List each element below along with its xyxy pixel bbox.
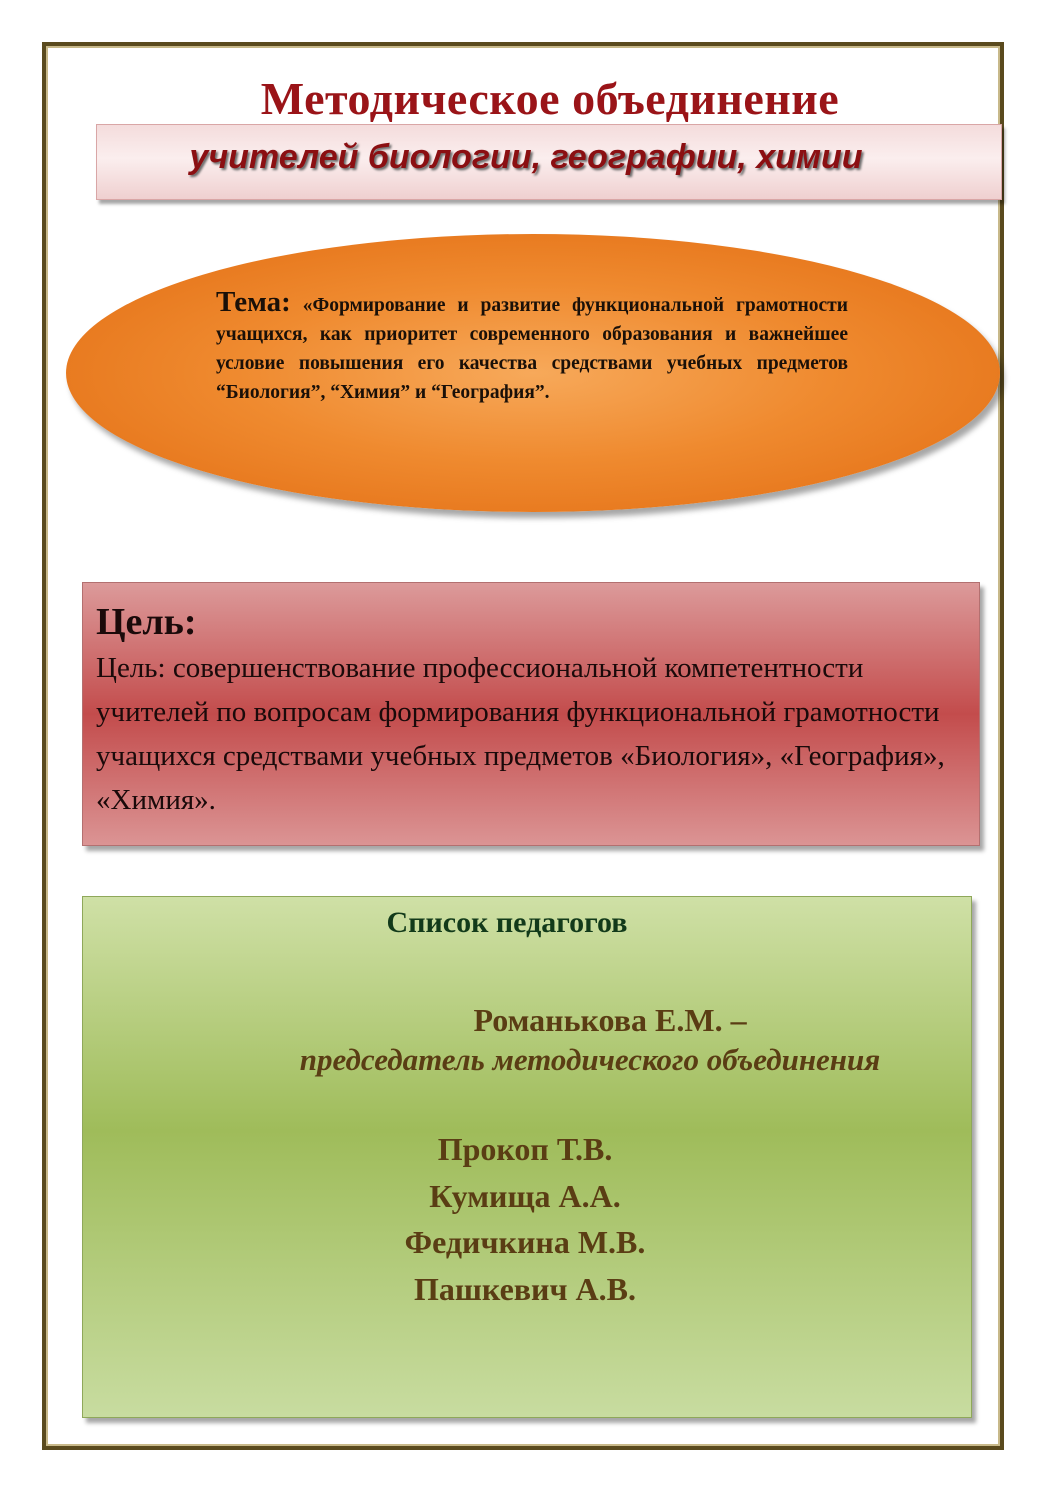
chair-name: Романькова Е.М. – <box>473 1002 747 1038</box>
staff-member: Пашкевич А.В. <box>414 1270 636 1307</box>
chair-role: председатель методического объединения <box>299 1042 881 1077</box>
goal-text: Цель: совершенствование профессиональной компетентности учителей по вопросам формирования функциональной грамотности учащихся средствами учебных предметов «Биология», «География», «Химия». <box>96 652 945 816</box>
page-subtitle: учителей биологии, географии, химии <box>189 138 863 176</box>
staff-members-list <box>340 1126 710 1312</box>
staff-heading: Список педагогов <box>386 906 628 939</box>
staff-member: Федичкина М.В. <box>404 1224 646 1260</box>
theme-text: «Формирование и развитие функциональной грамотности учащихся, как приоритет современного образования и важнейшее условие повышения его качества средствами учебных предметов “Биология”, “Химия” и “География”. <box>216 295 848 403</box>
goal-heading: Цель: <box>96 601 197 643</box>
theme-text-block <box>216 288 848 407</box>
staff-member: Кумища А.А. <box>429 1177 621 1214</box>
page-title: Методическое объединение <box>260 73 840 124</box>
staff-member: Прокоп Т.В. <box>437 1131 613 1167</box>
theme-label: Тема: <box>216 286 291 318</box>
